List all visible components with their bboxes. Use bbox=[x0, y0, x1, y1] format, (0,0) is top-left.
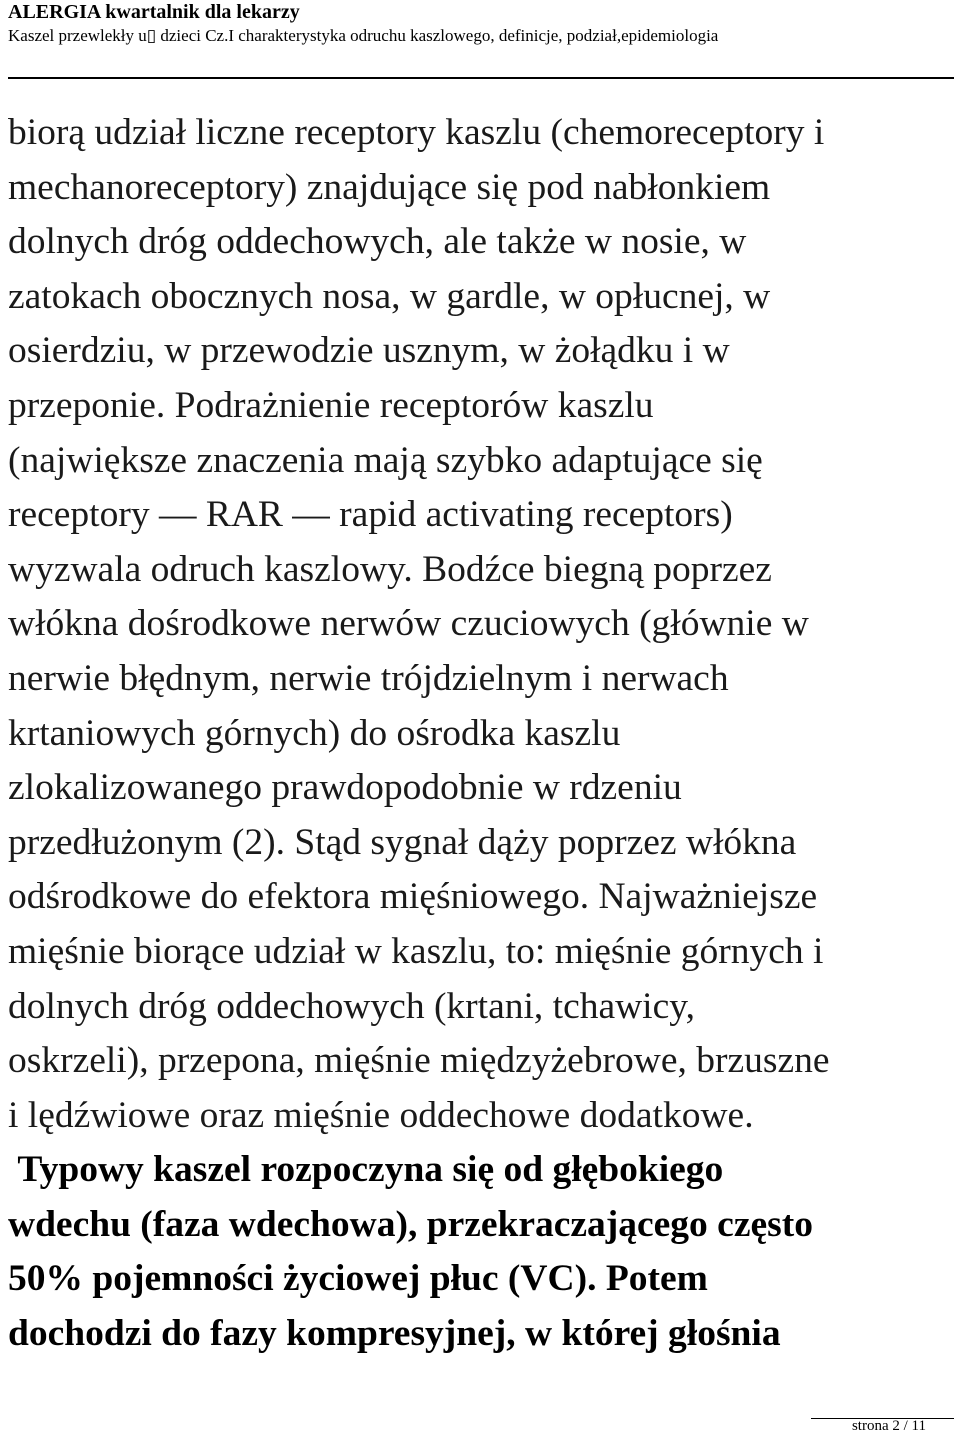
body-line: receptory — RAR — rapid activating receptors) bbox=[8, 494, 733, 536]
article-body bbox=[8, 106, 958, 1362]
body-line: zatokach obocznych nosa, w gardle, w opłucnej, w bbox=[8, 275, 771, 317]
body-line: dolnych dróg oddechowych (krtani, tchawicy, bbox=[8, 985, 695, 1027]
body-line: przedłużonym (2). Stąd sygnał dąży poprzez włókna bbox=[8, 821, 797, 863]
body-line: (największe znaczenia mają szybko adaptujące się bbox=[8, 439, 763, 481]
body-line: włókna dośrodkowe nerwów czuciowych (głównie w bbox=[8, 603, 809, 645]
article-title: Kaszel przewlekły u▯ dzieci Cz.I charakterystyka odruchu kaszlowego, definicje, podział,epidemiologia bbox=[8, 26, 719, 45]
body-line: odśrodkowe do efektora mięśniowego. Najważniejsze bbox=[8, 876, 818, 918]
body-line: biorą udział liczne receptory kaszlu (chemoreceptory i bbox=[8, 112, 825, 153]
bold-body-line: wdechu (faza wdechowa), przekraczającego często bbox=[8, 1203, 813, 1245]
bold-body-line: Typowy kaszel rozpoczyna się od głębokiego bbox=[8, 1149, 724, 1191]
body-line: osierdziu, w przewodzie usznym, w żołądku i w bbox=[8, 330, 730, 372]
header-divider bbox=[8, 77, 954, 79]
body-line: dolnych dróg oddechowych, ale także w nosie, w bbox=[8, 221, 747, 263]
page-number: strona 2 / 11 bbox=[851, 1418, 926, 1434]
body-line: oskrzeli), przepona, mięśnie międzyżebrowe, brzuszne bbox=[8, 1040, 830, 1082]
bold-body-line: 50% pojemności życiowej płuc (VC). Potem bbox=[8, 1258, 708, 1300]
body-line: i lędźwiowe oraz mięśnie oddechowe dodatkowe. bbox=[8, 1094, 754, 1136]
journal-title: ALERGIA kwartalnik dla lekarzy bbox=[8, 1, 300, 23]
body-line: krtaniowych górnych) do ośrodka kaszlu bbox=[8, 712, 621, 754]
body-line: mięśnie biorące udział w kaszlu, to: mięśnie górnych i bbox=[8, 930, 824, 972]
bold-body-line: dochodzi do fazy kompresyjnej, w której głośnia bbox=[8, 1313, 781, 1355]
body-line: mechanoreceptory) znajdujące się pod nabłonkiem bbox=[8, 166, 771, 208]
body-line: wyzwala odruch kaszlowy. Bodźce biegną poprzez bbox=[8, 548, 772, 590]
page-header bbox=[8, 0, 954, 48]
body-line: zlokalizowanego prawdopodobnie w rdzeniu bbox=[8, 767, 682, 809]
body-line: przeponie. Podrażnienie receptorów kaszlu bbox=[8, 384, 654, 426]
body-line: nerwie błędnym, nerwie trójdzielnym i nerwach bbox=[8, 657, 729, 699]
